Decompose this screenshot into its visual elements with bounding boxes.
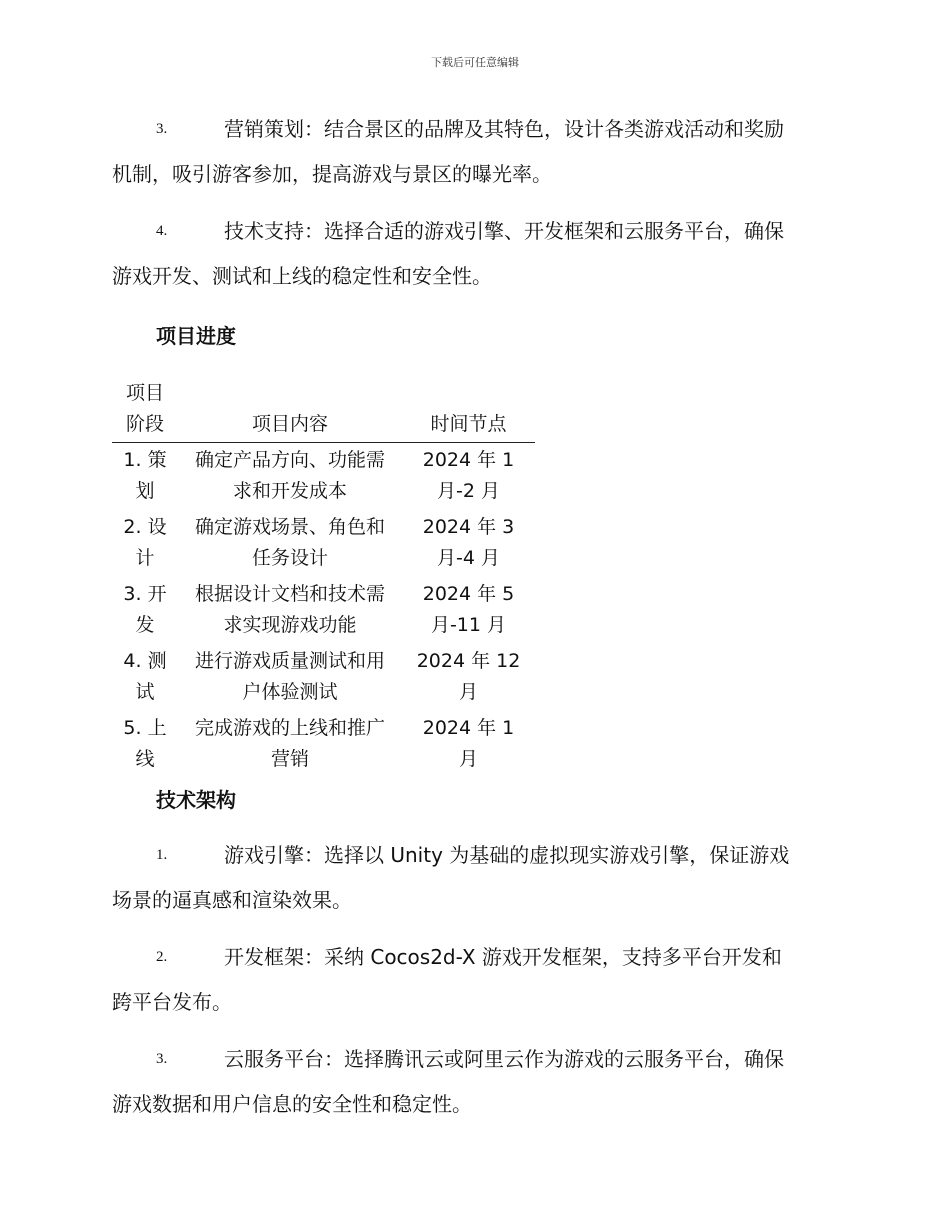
cell-time: 2024 年 1 月 bbox=[422, 717, 515, 770]
cell-stage: 3. 开发 bbox=[123, 583, 167, 636]
schedule-table bbox=[112, 378, 535, 778]
list-number: 1. bbox=[156, 847, 168, 863]
cell-content: 完成游戏的上线和推广营销 bbox=[194, 717, 385, 770]
table-header-row bbox=[112, 378, 535, 443]
engine-paragraph bbox=[112, 833, 836, 923]
paragraph-line: 营销策划：结合景区的品牌及其特色，设计各类游戏活动和奖励 bbox=[224, 117, 784, 141]
architecture-heading: 技术架构 bbox=[156, 788, 236, 812]
framework-paragraph bbox=[112, 935, 836, 1025]
paragraph-line: 云服务平台：选择腾讯云或阿里云作为游戏的云服务平台，确保 bbox=[224, 1047, 784, 1071]
cell-stage: 2. 设计 bbox=[123, 516, 167, 569]
table-row bbox=[112, 510, 535, 577]
page-header: 下载后可任意编辑 bbox=[431, 56, 519, 69]
progress-heading: 项目进度 bbox=[156, 324, 236, 348]
cell-time: 2024 年 1 月-2 月 bbox=[422, 449, 515, 502]
list-number: 4. bbox=[156, 223, 168, 239]
cell-content: 确定产品方向、功能需求和开发成本 bbox=[194, 449, 385, 502]
paragraph-line: 场景的逼真感和渲染效果。 bbox=[112, 888, 352, 912]
paragraph-line: 跨平台发布。 bbox=[112, 990, 232, 1014]
header-time: 时间节点 bbox=[402, 378, 535, 443]
table-row bbox=[112, 711, 535, 778]
paragraph-line: 游戏引擎：选择以 Unity 为基础的虚拟现实游戏引擎，保证游戏 bbox=[224, 843, 790, 867]
table-row bbox=[112, 577, 535, 644]
cell-time: 2024 年 12 月 bbox=[416, 650, 521, 703]
cell-stage: 5. 上线 bbox=[123, 717, 167, 770]
tech-support-paragraph bbox=[112, 209, 836, 299]
paragraph-line: 技术支持：选择合适的游戏引擎、开发框架和云服务平台，确保 bbox=[224, 219, 784, 243]
header-content: 项目内容 bbox=[178, 378, 402, 443]
table-row bbox=[112, 644, 535, 711]
cloud-paragraph bbox=[112, 1037, 836, 1127]
marketing-paragraph bbox=[112, 107, 836, 197]
paragraph-line: 开发框架：采纳 Cocos2d-X 游戏开发框架，支持多平台开发和 bbox=[224, 945, 782, 969]
cell-content: 根据设计文档和技术需求实现游戏功能 bbox=[194, 583, 385, 636]
paragraph-line: 机制，吸引游客参加，提高游戏与景区的曝光率。 bbox=[112, 162, 552, 186]
list-number: 3. bbox=[156, 121, 168, 137]
cell-content: 确定游戏场景、角色和任务设计 bbox=[194, 516, 385, 569]
list-number: 2. bbox=[156, 949, 168, 965]
cell-time: 2024 年 3 月-4 月 bbox=[422, 516, 515, 569]
table-row bbox=[112, 443, 535, 511]
cell-content: 进行游戏质量测试和用户体验测试 bbox=[194, 650, 385, 703]
cell-stage: 1. 策划 bbox=[123, 449, 167, 502]
paragraph-line: 游戏数据和用户信息的安全性和稳定性。 bbox=[112, 1092, 472, 1116]
paragraph-line: 游戏开发、测试和上线的稳定性和安全性。 bbox=[112, 264, 492, 288]
list-number: 3. bbox=[156, 1051, 168, 1067]
cell-time: 2024 年 5 月-11 月 bbox=[422, 583, 515, 636]
cell-stage: 4. 测试 bbox=[123, 650, 167, 703]
header-stage: 项目阶段 bbox=[112, 378, 178, 443]
